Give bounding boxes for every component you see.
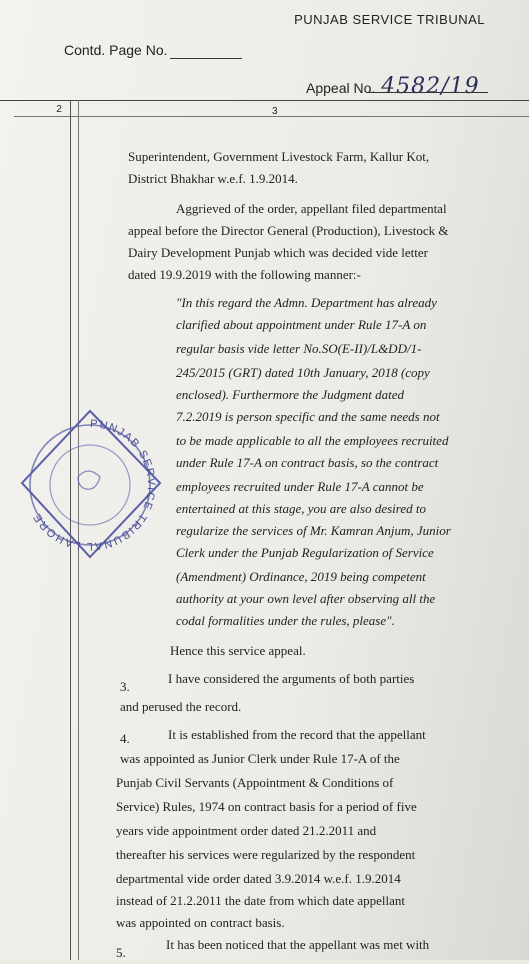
body-line: Aggrieved of the order, appellant filed departmental — [176, 201, 447, 216]
contd-page-blank — [170, 42, 242, 59]
appeal-underline — [368, 92, 488, 93]
quote-line: employees recruited under Rule 17-A cannot be — [176, 479, 424, 494]
para-line: thereafter his services were regularized by the respondent — [116, 847, 416, 862]
para-line: was appointed on contract basis. — [116, 915, 285, 930]
hence-line: Hence this service appeal. — [170, 643, 306, 658]
para-line: departmental vide order dated 3.9.2014 w.e.f. 1.9.2014 — [116, 871, 401, 886]
para-line: I have considered the arguments of both parties — [168, 671, 415, 686]
appeal-number-field — [306, 74, 480, 99]
para-line: It has been noticed that the appellant was met with — [166, 937, 430, 952]
quote-line: regularize the services of Mr. Kamran Anjum, Junior — [176, 523, 451, 538]
tribunal-stamp — [10, 405, 170, 565]
quote-line: "In this regard the Admn. Department has already — [176, 295, 437, 310]
para-number: 4. — [120, 731, 130, 746]
quote-line: under Rule 17-A on contract basis, so the contract — [176, 455, 439, 470]
para-line: Service) Rules, 1974 on contract basis for a period of five — [116, 799, 417, 814]
quote-line: regular basis vide letter No.SO(E-II)/L&DD/1- — [176, 341, 422, 356]
para-line: Punjab Civil Servants (Appointment & Conditions of — [116, 775, 394, 790]
page-number-mid: 3 — [272, 106, 278, 117]
appeal-label: Appeal No. — [306, 80, 376, 96]
stamp-seal-icon — [10, 405, 170, 565]
body-line: Superintendent, Government Livestock Farm, Kallur Kot, — [128, 149, 430, 164]
quote-line: Clerk under the Punjab Regularization of Service — [176, 545, 434, 560]
quote-line: authority at your own level after observing all the — [176, 591, 436, 606]
quote-line: to be made applicable to all the employees recruited — [176, 433, 449, 448]
para-line: instead of 21.2.2011 the date from which date appellant — [116, 893, 406, 908]
para-number: 5. — [116, 945, 126, 960]
header-divider — [0, 100, 529, 101]
body-line: dated 19.9.2019 with the following manner:- — [128, 267, 361, 282]
tribunal-header: PUNJAB SERVICE TRIBUNAL — [294, 12, 485, 27]
appeal-number-handwritten: 4582/19 — [381, 74, 480, 99]
quote-line: 245/2015 (GRT) dated 10th January, 2018 (copy — [176, 365, 430, 380]
quote-line: clarified about appointment under Rule 17-A on — [176, 317, 427, 332]
para-line: was appointed as Junior Clerk under Rule 17-A of the — [120, 751, 400, 766]
contd-page-text: Contd. Page No. — [64, 42, 168, 58]
body-line: Dairy Development Punjab which was decided vide letter — [128, 245, 428, 260]
para-line: and perused the record. — [120, 699, 242, 714]
para-line: years vide appointment order dated 21.2.2011 and — [116, 823, 377, 838]
para-line: It is established from the record that the appellant — [168, 727, 426, 742]
quote-line: codal formalities under the rules, please". — [176, 613, 395, 628]
quote-line: entertained at this stage, you are also desired to — [176, 501, 426, 516]
quote-line: enclosed). Furthermore the Judgment dated — [176, 387, 405, 402]
page-number-left: 2 — [56, 104, 62, 115]
body-line: District Bhakhar w.e.f. 1.9.2014. — [128, 171, 298, 186]
stamp-ring-text: PUNJAB SERVICE TRIBUNAL LAHORE — [30, 417, 158, 553]
contd-page-label — [64, 42, 242, 59]
quote-line: (Amendment) Ordinance, 2019 being competent — [176, 569, 426, 584]
para-number: 3. — [120, 679, 130, 694]
quote-line: 7.2.2019 is person specific and the same needs not — [176, 409, 440, 424]
body-line: appeal before the Director General (Production), Livestock & — [128, 223, 449, 238]
